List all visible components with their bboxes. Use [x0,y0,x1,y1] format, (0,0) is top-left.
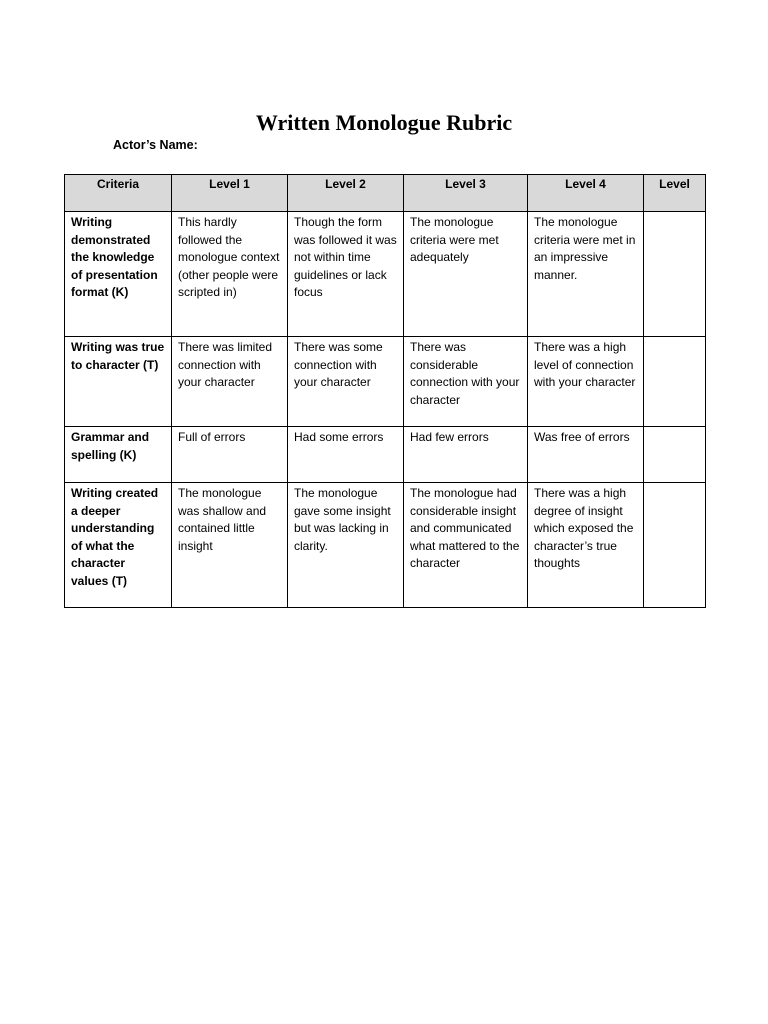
level-2-cell: The monologue gave some insight but was lacking in clarity. [288,483,404,608]
level-4-cell: There was a high level of connection with your character [528,337,644,427]
criteria-cell: Writing created a deeper understanding of what the character values (T) [65,483,172,608]
table-row [65,483,706,608]
header-level-3: Level 3 [404,175,528,212]
rubric-table [64,174,706,608]
header-criteria: Criteria [65,175,172,212]
table-row [65,427,706,483]
level-1-cell: The monologue was shallow and contained little insight [172,483,288,608]
level-score-cell [644,483,706,608]
header-level-4: Level 4 [528,175,644,212]
criteria-cell: Grammar and spelling (K) [65,427,172,483]
page-title: Written Monologue Rubric [255,110,513,135]
criteria-cell: Writing was true to character (T) [65,337,172,427]
level-1-cell: Full of errors [172,427,288,483]
level-3-cell: There was considerable connection with your character [404,337,528,427]
level-4-cell: The monologue criteria were met in an impressive manner. [528,212,644,337]
actor-name-label: Actor’s Name: [113,138,198,152]
level-2-cell: Though the form was followed it was not within time guidelines or lack focus [288,212,404,337]
level-3-cell: The monologue criteria were met adequately [404,212,528,337]
criteria-cell: Writing demonstrated the knowledge of presentation format (K) [65,212,172,337]
level-3-cell: The monologue had considerable insight and communicated what mattered to the character [404,483,528,608]
level-1-cell: This hardly followed the monologue context (other people were scripted in) [172,212,288,337]
header-level-1: Level 1 [172,175,288,212]
level-4-cell: Was free of errors [528,427,644,483]
level-score-cell [644,427,706,483]
level-2-cell: There was some connection with your character [288,337,404,427]
level-2-cell: Had some errors [288,427,404,483]
level-3-cell: Had few errors [404,427,528,483]
table-row [65,337,706,427]
level-score-cell [644,212,706,337]
level-4-cell: There was a high degree of insight which exposed the character’s true thoughts [528,483,644,608]
header-level-2: Level 2 [288,175,404,212]
table-row [65,212,706,337]
table-header-row [65,175,706,212]
level-1-cell: There was limited connection with your character [172,337,288,427]
level-score-cell [644,337,706,427]
header-level: Level [644,175,706,212]
